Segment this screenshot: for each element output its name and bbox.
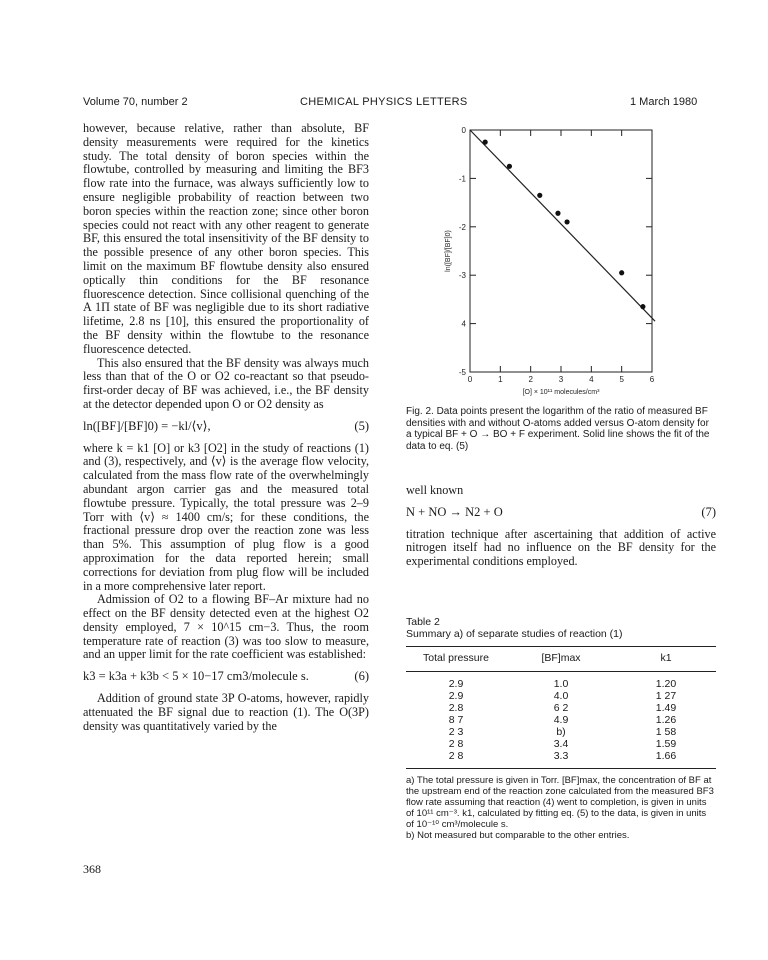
- data-point: [537, 193, 542, 198]
- page-number: 368: [83, 862, 101, 876]
- table-row: [406, 738, 716, 750]
- table-row: [406, 750, 716, 769]
- paragraph-3: where k = k1 [O] or k3 [O2] in the study of reactions (1) and (3), respectively, and ⟨v⟩ is the average flow velocity, calculated from the mass flow rate of the overwhelmingly abundant argon carrier gas and the measured total flowtube pressure. Typically, the total pressure was 2–9 Torr with ⟨v⟩ ≈ 1400 cm/s; for these conditions, the fractional pressure drop over the reaction zone was less than 5%. This assumption of plug flow is a good approximation for the data reported herein; small corrections for deviation from plug flow will be included in a more comprehensive later report.: [83, 440, 369, 593]
- data-point: [507, 164, 512, 169]
- table-footnotes: [406, 775, 716, 841]
- data-point: [483, 140, 488, 145]
- paragraph-4: Admission of O2 to a flowing BF–Ar mixture had no effect on the BF density detected even at the highest O2 density employed, 7 × 10^15 cm−3. Thus, the room temperature rate of reaction (3) was too slow to measure, and an upper limit for the rate coefficient was established:: [83, 592, 369, 662]
- cell-pressure: 2.9: [448, 690, 464, 702]
- equation-7-body: N + NO → N2 + O: [406, 504, 503, 519]
- cell-bf-max: 3.4: [553, 738, 569, 750]
- cell-bf-max: 3.3: [506, 750, 616, 769]
- cell-pressure: 2 8: [448, 738, 464, 750]
- equation-7-number: (7): [701, 504, 716, 519]
- cell-pressure: 2 8: [406, 750, 506, 769]
- y-tick-label: -5: [458, 368, 466, 377]
- running-header-journal: CHEMICAL PHYSICS LETTERS: [300, 96, 468, 108]
- plot-frame: [470, 130, 652, 372]
- header-total-pressure: Total pressure: [406, 647, 506, 672]
- fit-line: [470, 130, 655, 321]
- paragraph-2: This also ensured that the BF density was always much less than that of the O or O2 co-reactant so that pseudo-first-order decay of BF was achieved, i.e., the BF density at the detector depended upon O or O2 density as: [83, 355, 369, 411]
- equation-7: [406, 506, 716, 520]
- paragraph-5: Addition of ground state 3P O-atoms, however, rapidly attenuated the BF signal due to reaction (1). The O(3P) density was quantitatively varied by the: [83, 691, 369, 733]
- table-row: [406, 714, 716, 726]
- table-title: Summary a) of separate studies of reaction (1): [406, 628, 623, 640]
- cell-bf-max: 4.9: [553, 714, 569, 726]
- y-axis-label: ln([BF]/[BF]0): [445, 230, 452, 272]
- equation-5: [83, 420, 369, 434]
- cell-bf-max: 1.0: [553, 678, 569, 690]
- right-column-text: [406, 484, 716, 569]
- cell-k1: 1.26: [655, 714, 677, 726]
- equation-5-number: (5): [354, 418, 369, 433]
- x-tick-label: 1: [498, 375, 503, 384]
- equation-5-body: ln([BF]/[BF]0) = −kl/⟨v⟩,: [83, 418, 211, 433]
- x-axis-label: [O] × 10¹¹ molecules/cm³: [522, 389, 600, 396]
- cell-pressure: 2 3: [448, 726, 464, 738]
- running-header-volume: Volume 70, number 2: [83, 96, 188, 108]
- table-row: [406, 726, 716, 738]
- figure-2-chart: [406, 118, 716, 398]
- data-point: [640, 304, 645, 309]
- cell-k1: 1.20: [655, 678, 677, 690]
- equation-6-body: k3 = k3a + k3b < 5 × 10−17 cm3/molecule s.: [83, 669, 309, 684]
- y-tick-label: -2: [458, 222, 466, 232]
- equation-6: [83, 670, 369, 684]
- cell-k1: 1.49: [655, 702, 677, 714]
- table-row: [406, 690, 716, 702]
- cell-k1: 1 27: [655, 690, 677, 702]
- x-tick-label: 3: [558, 375, 564, 384]
- cell-k1: 1.59: [655, 738, 677, 750]
- cell-bf-max: 4.0: [553, 690, 569, 702]
- right-paragraph: titration technique after ascertaining that addition of active nitrogen itself had no influence on the BF density for the experimental conditions employed.: [406, 526, 716, 569]
- y-tick-label: -3: [458, 271, 466, 281]
- paragraph-1: however, because relative, rather than absolute, BF density measurements were required for the kinetics study. The total density of boron species within the flowtube, controlled by measuring and limiting the BF3 flow rate into the furnace, was always sufficiently low to ensure negligible probability of reaction between two boron species within the reaction zone; since other boron species could not react with any other reagent to generate BF, this ensured the total insensitivity of the BF density to the possible presence of any other boron species. This limit on the maximum BF flowtube density also ensured optically thin conditions for the BF resonance fluorescence detection. Since collisional quenching of the A 1Π state of BF was negligible due to its short radiative lifetime, 2.8 ns [10], this ensured the proportionality of the BF density within the flowtube to the resonance fluorescence detected.: [83, 121, 369, 356]
- table-label: Table 2: [406, 616, 440, 628]
- footnote-b: b) Not measured but comparable to the other entries.: [406, 830, 630, 841]
- footnote-a: a) The total pressure is given in Torr. [BF]max, the concentration of BF at the upstream end of the reaction zone calculated from the measured BF3 flow rate assuming that reaction (4) went to completion, is given in units of 10¹¹ cm⁻³. k1, calculated by fitting eq. (5) to the data, is given in units of 10⁻¹⁰ cm³/molecule s.: [406, 775, 714, 830]
- cell-pressure: 2.9: [448, 678, 464, 690]
- x-tick-label: 5: [619, 375, 624, 384]
- table-header-row: [406, 647, 716, 672]
- x-tick-label: 0: [467, 375, 473, 384]
- equation-6-number: (6): [354, 669, 369, 684]
- table-row: [406, 702, 716, 714]
- x-tick-label: 2: [528, 375, 533, 384]
- header-bf-max: [BF]max: [506, 647, 616, 672]
- cell-pressure: 8 7: [448, 714, 464, 726]
- data-point: [564, 219, 569, 224]
- data-point: [619, 270, 624, 275]
- cell-bf-max: b): [556, 726, 566, 738]
- figure-2: [406, 118, 716, 398]
- table-2: [406, 616, 716, 841]
- right-line-1: well known: [406, 483, 464, 497]
- table-row: [406, 672, 716, 691]
- x-tick-label: 6: [649, 375, 655, 384]
- cell-bf-max: 6 2: [553, 702, 569, 714]
- running-header-date: 1 March 1980: [630, 96, 698, 108]
- cell-pressure: 2.8: [448, 702, 464, 714]
- header-k1: k1: [616, 647, 716, 672]
- summary-table: [406, 646, 716, 769]
- y-tick-label: 0: [461, 126, 466, 135]
- cell-k1: 1.66: [616, 750, 716, 769]
- data-point: [555, 211, 560, 216]
- y-tick-label: 4: [461, 319, 466, 329]
- y-tick-label: -1: [458, 174, 466, 184]
- cell-k1: 1 58: [655, 726, 677, 738]
- x-tick-label: 4: [589, 375, 594, 384]
- left-column: [83, 122, 369, 733]
- figure-caption: Fig. 2. Data points present the logarithm of the ratio of measured BF densities with and without O-atoms added versus O-atom density for a typical BF + O → BO + F experiment. Solid line shows the fit of the data to eq. (5): [406, 406, 710, 452]
